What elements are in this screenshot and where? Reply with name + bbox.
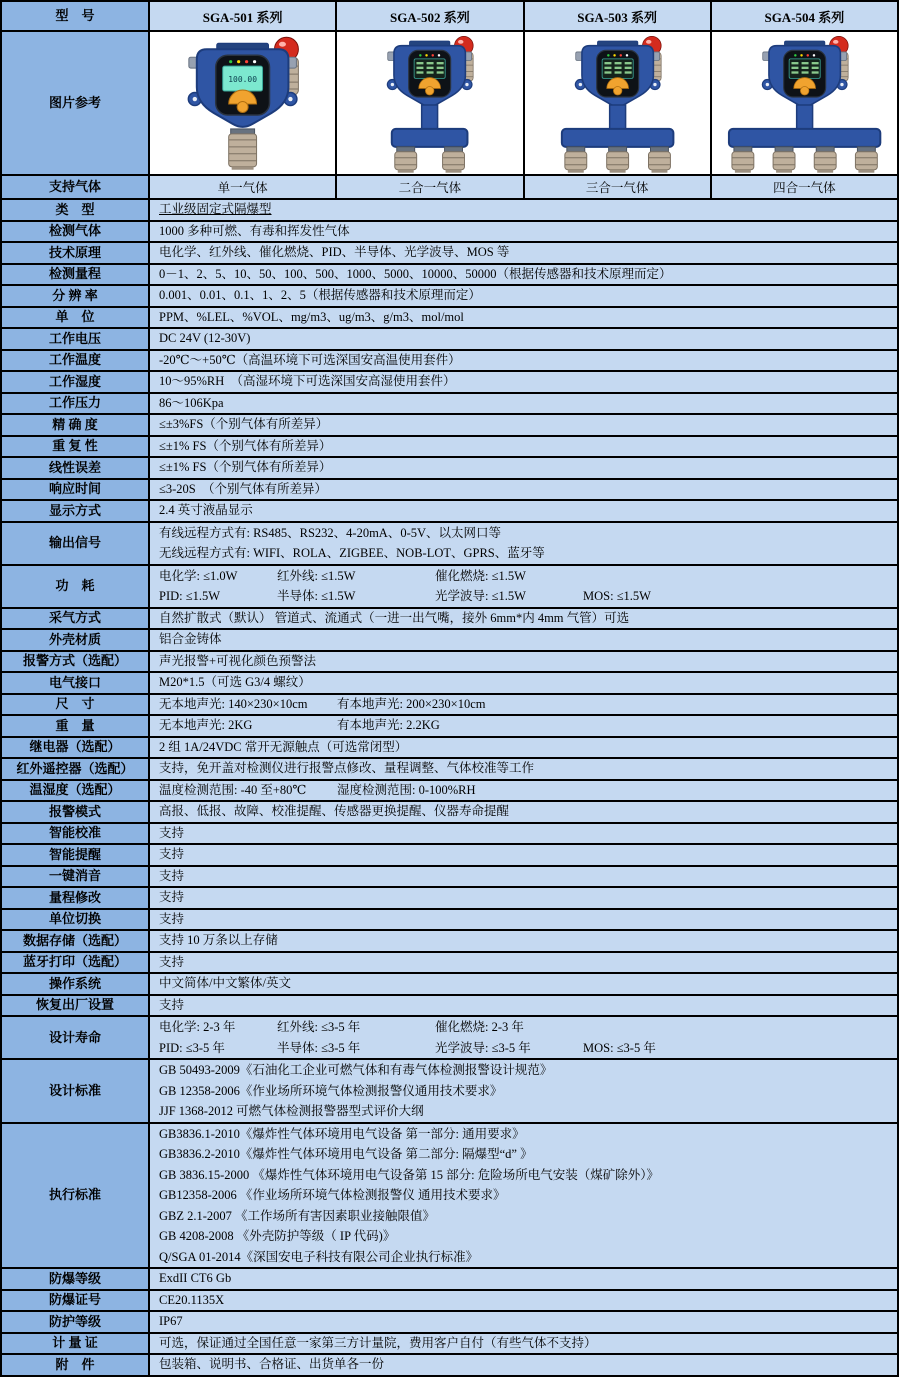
spec-value: 支持 [159,868,185,883]
sensor-probe [564,152,586,170]
spec-value-cell [150,845,897,865]
spec-value-line: GB3836.1-2010《爆炸性气体环境用电气设备 第一部分: 通用要求》 [159,1126,525,1141]
spec-value: M20*1.5（可选 G3/4 螺纹） [159,675,311,689]
spec-value-cell [150,609,897,629]
spec-row [2,566,897,609]
spec-row [2,974,897,996]
gas-detector-illustration [525,33,710,173]
spec-value-cell [150,1060,897,1122]
spec-row [2,329,897,351]
spec-label: 数据存储（选配） [2,931,150,951]
model-name-cells [150,2,897,30]
spec-row [2,458,897,480]
spec-row [2,351,897,373]
spec-value-cell [150,716,897,736]
spec-value-line: GB 50493-2009《石油化工企业可燃气体和有毒气体检测报警设计规范》 [159,1063,553,1077]
spec-value-col: 红外线: ≤1.5W [277,568,356,583]
spec-value: 自然扩散式（默认） 管道式、流通式（一进一出气嘴，接外 6mm*内 4mm 气管）可选 [159,610,630,625]
spec-value-col: MOS: ≤3-5 年 [583,1040,656,1055]
spec-label: 重 复 性 [2,437,150,457]
spec-row [2,200,897,222]
supported-gas-value: 四合一气体 [710,176,897,198]
spec-value-col: PID: ≤3-5 年 [159,1040,225,1055]
model-name: SGA-502 系列 [335,2,522,30]
spec-row [2,501,897,523]
spec-value: 0.001、0.01、0.1、1、2、5（根据传感器和技术原理而定） [159,288,481,302]
spec-value-cell [150,265,897,285]
spec-value-col: 催化燃烧: 2-3 年 [435,1020,524,1034]
spec-label: 尺 寸 [2,695,150,715]
spec-row [2,652,897,674]
spec-value-cell [150,372,897,392]
spec-label: 温湿度（选配） [2,781,150,801]
spec-value: 支持 [159,954,185,969]
spec-value-col: 湿度检测范围: 0-100%RH [337,782,476,797]
spec-row [2,394,897,416]
spec-label: 工作湿度 [2,372,150,392]
spec-value: PPM、%LEL、%VOL、mg/m3、ug/m3、g/m3、mol/mol [159,309,464,324]
center-button [800,86,809,95]
spec-label: 报警模式 [2,802,150,822]
spec-value-cell [150,1355,897,1375]
spec-value: CE20.1135X [159,1292,225,1307]
spec-value: 支持 [159,847,185,861]
spec-value: -20℃～+50℃（高温环境下可选深国安高温使用套件） [159,352,461,367]
spec-value-cell [150,953,897,973]
sensor-probe [855,152,877,170]
spec-value-cell [150,824,897,844]
spec-value-cell [150,738,897,758]
model-header-row [2,2,897,32]
spec-label: 蓝牙打印（选配） [2,953,150,973]
spec-value-line: 有线远程方式有: RS485、RS232、4-20mA、0-5V、以太网口等 [159,525,502,540]
manifold-block [729,129,880,147]
sensor-probe [773,152,795,170]
spec-value: ≤±1% FS（个别气体有所差异） [159,460,332,474]
spec-label: 外壳材质 [2,630,150,650]
spec-value-cell [150,286,897,306]
spec-value: IP67 [159,1314,183,1328]
spec-label: 防爆等级 [2,1269,150,1289]
spec-label: 线性误差 [2,458,150,478]
spec-value-line: JJF 1368-2012 可燃气体检测报警器型式评价大纲 [159,1104,424,1118]
spec-row [2,1124,897,1270]
spec-value-cell [150,200,897,220]
spec-value-line: Q/SGA 01-2014《深国安电子科技有限公司企业执行标准》 [159,1249,479,1264]
spec-value-cell [150,1312,897,1332]
spec-label: 报警方式（选配） [2,652,150,672]
spec-value-col: MOS: ≤1.5W [583,589,651,603]
gas-detector-illustration [337,33,522,173]
spec-value-col: 光学波导: ≤3-5 年 [435,1040,531,1055]
model-name: SGA-503 系列 [523,2,710,30]
spec-value-cell [150,1291,897,1311]
spec-value: 铝合金铸体 [159,632,222,646]
spec-row [2,1334,897,1356]
spec-row [2,437,897,459]
model-name: SGA-504 系列 [710,2,897,30]
spec-value-cell [150,437,897,457]
spec-label: 单 位 [2,308,150,328]
spec-row [2,1269,897,1291]
spec-label: 精 确 度 [2,415,150,435]
spec-row [2,1312,897,1334]
spec-value-col: 光学波导: ≤1.5W [435,589,526,603]
spec-row [2,996,897,1018]
spec-row [2,759,897,781]
spec-value: ≤±1% FS（个别气体有所差异） [159,438,332,453]
spec-value-cell [150,931,897,951]
spec-label: 操作系统 [2,974,150,994]
spec-label: 单位切换 [2,910,150,930]
spec-value-cell [150,867,897,887]
gas-row-label: 支持气体 [2,176,150,198]
spec-row [2,716,897,738]
spec-value-col: 半导体: ≤1.5W [277,589,356,603]
spec-label: 功 耗 [2,566,150,607]
spec-value-cell [150,630,897,650]
center-button [237,102,248,113]
spec-label: 技术原理 [2,243,150,263]
spec-value-cell [150,1124,897,1268]
spec-row [2,265,897,287]
spec-value-cell [150,415,897,435]
spec-row [2,673,897,695]
product-image-row [2,32,897,176]
supported-gas-value: 单一气体 [150,176,335,198]
spec-row [2,781,897,803]
spec-value-cell [150,802,897,822]
center-button [426,86,435,95]
sensor-probe [814,152,836,170]
spec-value-col: PID: ≤1.5W [159,589,221,603]
spec-value: 10～95%RH （高湿环境下可选深国安高湿使用套件） [159,374,456,388]
spec-label: 量程修改 [2,888,150,908]
spec-label: 设计寿命 [2,1017,150,1058]
spec-value-cell [150,759,897,779]
spec-value: 高报、低报、故障、校准提醒、传感器更换提醒、仪器寿命提醒 [159,804,510,818]
spec-label: 防爆证号 [2,1291,150,1311]
spec-value: 电化学、红外线、催化燃烧、PID、半导体、光学波导、MOS 等 [159,245,510,259]
spec-value-col: 半导体: ≤3-5 年 [277,1040,361,1055]
spec-label: 电气接口 [2,673,150,693]
spec-value-cell [150,974,897,994]
spec-value-cell [150,351,897,371]
spec-row [2,888,897,910]
screen-reading: 100.00 [228,75,257,85]
spec-value: 1000 多种可燃、有毒和挥发性气体 [159,223,350,238]
spec-value-line: GB 3836.15-2000 《爆炸性气体环境用电气设备第 15 部分: 危险场所电气安装（煤矿除外）》 [159,1167,660,1182]
spec-label: 一键消音 [2,867,150,887]
spec-label: 防护等级 [2,1312,150,1332]
spec-row [2,480,897,502]
spec-row [2,1355,897,1375]
spec-value-cell [150,222,897,242]
gas-detector-illustration [150,33,335,173]
spec-label: 输出信号 [2,523,150,564]
spec-value-cell [150,996,897,1016]
center-button [613,86,622,95]
manifold-stem [609,105,625,131]
spec-value: 2 组 1A/24VDC 常开无源触点（可选常闭型） [159,739,408,754]
spec-value-cell [150,888,897,908]
gas-detector-illustration [712,33,897,173]
spec-label: 计 量 证 [2,1334,150,1354]
sensor-probe [395,152,417,170]
spec-row [2,630,897,652]
spec-value-col: 无本地声光: 2KG [159,718,253,732]
spec-row [2,243,897,265]
spec-row [2,222,897,244]
spec-row [2,802,897,824]
spec-row [2,845,897,867]
spec-label: 恢复出厂设置 [2,996,150,1016]
spec-row [2,286,897,308]
manifold-block [392,129,468,147]
spec-value: 0－1、2、5、10、50、100、500、1000、5000、10000、50000（根据传感器和技术原理而定） [159,266,672,281]
spec-value-line: 无线远程方式有: WIFI、ROLA、ZIGBEE、NOB-LOT、GPRS、蓝牙等 [159,546,545,560]
product-image [523,32,710,174]
supported-gas-value: 三合一气体 [523,176,710,198]
spec-value-line: GB 12358-2006《作业场所环境气体检测报警仪通用技术要求》 [159,1083,503,1098]
spec-value: 86～106Kpa [159,395,224,410]
spec-value: ExdII CT6 Gb [159,1271,232,1285]
image-row-label: 图片参考 [2,32,150,174]
spec-label: 工作压力 [2,394,150,414]
manifold-stem [422,105,438,131]
spec-value-cell [150,673,897,693]
manifold-stem [796,105,812,131]
spec-row [2,824,897,846]
spec-row [2,953,897,975]
product-image [710,32,897,174]
spec-row [2,308,897,330]
spec-row [2,372,897,394]
spec-row [2,910,897,932]
sensor-probe [648,152,670,170]
product-image [335,32,522,174]
sensor-probe [732,152,754,170]
model-name: SGA-501 系列 [150,2,335,30]
spec-row [2,415,897,437]
spec-label: 智能提醒 [2,845,150,865]
spec-label: 红外遥控器（选配） [2,759,150,779]
product-image-cells [150,32,897,174]
spec-value-col: 电化学: 2-3 年 [159,1020,236,1034]
spec-label: 显示方式 [2,501,150,521]
spec-value-col: 红外线: ≤3-5 年 [277,1020,361,1034]
spec-value-cell [150,458,897,478]
product-image [150,32,335,174]
spec-row [2,867,897,889]
spec-value-line: GBZ 2.1-2007 《工作场所有害因素职业接触限值》 [159,1208,436,1223]
spec-value: 支持，免开盖对检测仪进行报警点修改、量程调整、气体校准等工作 [159,761,535,775]
spec-value-line: GB 4208-2008 《外壳防护等级（ IP 代码)》 [159,1229,396,1243]
spec-label: 附 件 [2,1355,150,1375]
supported-gas-row [2,176,897,200]
spec-row [2,931,897,953]
spec-row [2,1017,897,1060]
spec-label: 重 量 [2,716,150,736]
spec-value-cell [150,480,897,500]
spec-value: 支持 [159,911,185,926]
supported-gas-value: 二合一气体 [335,176,522,198]
spec-value-cell [150,652,897,672]
spec-row [2,609,897,631]
spec-value-cell [150,523,897,564]
spec-value-cell [150,243,897,263]
spec-value: 声光报警+可视化颜色预警法 [159,653,317,668]
spec-value-cell [150,1017,897,1058]
spec-value-cell [150,1334,897,1354]
sensor-probe [229,134,257,167]
spec-value-col: 有本地声光: 200×230×10cm [337,696,486,711]
spec-value-cell [150,308,897,328]
spec-value-cell [150,910,897,930]
spec-label: 设计标准 [2,1060,150,1122]
spec-value-line: GB12358-2006 《作业场所环境气体检测报警仪 通用技术要求》 [159,1188,506,1202]
spec-value-col: 催化燃烧: ≤1.5W [435,568,526,583]
spec-value-cell [150,501,897,521]
spec-label: 检测量程 [2,265,150,285]
spec-value-cell [150,394,897,414]
manifold-block [561,129,673,147]
spec-label: 工作温度 [2,351,150,371]
spec-row [2,523,897,566]
spec-row [2,738,897,760]
spec-value: 支持 10 万条以上存储 [159,933,278,947]
spec-label: 智能校准 [2,824,150,844]
spec-value: ≤3-20S （个别气体有所差异） [159,481,327,496]
spec-value: 可选，保证通过全国任意一家第三方计量院，费用客户自付（有些气体不支持） [159,1335,597,1350]
supported-gas-cells [150,176,897,198]
spec-label: 类 型 [2,200,150,220]
spec-value: 支持 [159,997,185,1012]
spec-value: 包装箱、说明书、合格证、出货单各一份 [159,1357,385,1371]
spec-label: 继电器（选配） [2,738,150,758]
spec-value-cell [150,781,897,801]
spec-value: DC 24V (12-30V) [159,331,251,345]
spec-value-cell [150,566,897,607]
spec-rows-container [2,200,897,1375]
spec-value: 支持 [159,890,185,904]
spec-value-cell [150,1269,897,1289]
spec-label: 分 辨 率 [2,286,150,306]
sensor-probe [606,152,628,170]
spec-value-col: 无本地声光: 140×230×10cm [159,696,308,711]
spec-label: 检测气体 [2,222,150,242]
spec-row [2,1060,897,1124]
spec-value-cell [150,695,897,715]
spec-row [2,1291,897,1313]
spec-value: 2.4 英寸液晶显示 [159,503,253,517]
spec-row [2,695,897,717]
spec-value: 支持 [159,825,185,840]
sensor-probe [443,152,465,170]
spec-value-col: 有本地声光: 2.2KG [337,718,440,732]
spec-label: 执行标准 [2,1124,150,1268]
spec-label: 采气方式 [2,609,150,629]
spec-value-cell [150,329,897,349]
spec-value-col: 电化学: ≤1.0W [159,568,238,583]
spec-value: 中文简体/中文繁体/英文 [159,976,291,990]
spec-value-line: GB3836.2-2010《爆炸性气体环境用电气设备 第二部分: 隔爆型“d” 》 [159,1147,533,1161]
spec-value: ≤±3%FS（个别气体有所差异） [159,417,329,431]
model-row-label: 型 号 [2,2,150,30]
spec-value: 工业级固定式隔爆型 [159,202,272,216]
spec-label: 工作电压 [2,329,150,349]
spec-label: 响应时间 [2,480,150,500]
spec-value-col: 温度检测范围: -40 至+80℃ [159,782,307,797]
